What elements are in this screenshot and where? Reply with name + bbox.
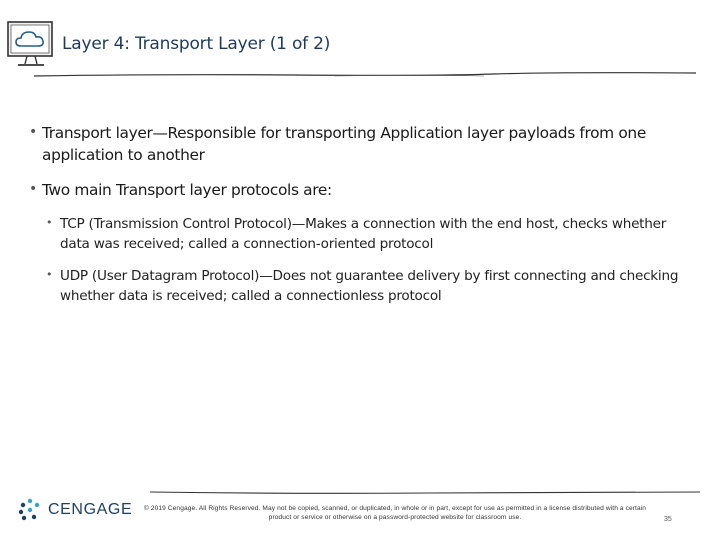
bullet-dot: •: [46, 216, 53, 229]
bullet-text: UDP (User Datagram Protocol)—Does not guarantee delivery by first connecting and checking whether data is received; called a connectionless protocol: [60, 268, 679, 304]
bullet-text: Two main Transport layer protocols are:: [42, 181, 332, 199]
bullet-dot: •: [29, 124, 37, 140]
bullet-dot: •: [29, 181, 37, 197]
header-divider: [34, 70, 696, 80]
cengage-logo: [18, 496, 132, 524]
cengage-logo-icon: [18, 498, 42, 522]
bullet-protocols: [26, 179, 696, 201]
slide-body: [26, 122, 696, 318]
bullet-dot: •: [46, 268, 53, 281]
monitor-cloud-icon: [6, 18, 58, 72]
bullet-transport-layer: [26, 122, 696, 166]
sub-bullet-udp: [43, 266, 696, 306]
copyright-notice: © 2019 Cengage. All Rights Reserved. May not be copied, scanned, or duplicated, in whole or in part, except for use as permitted in a license distributed with a certain product or service or otherwise on a password-protected website for classroom use.: [143, 505, 647, 521]
bullet-text: Transport layer—Responsible for transporting Application layer payloads from one application to another: [42, 124, 646, 164]
bullet-text: TCP (Transmission Control Protocol)—Makes a connection with the end host, checks whether data was received; called a connection-oriented protocol: [60, 216, 667, 252]
logo-text: CENGAGE: [48, 501, 133, 518]
sub-bullet-tcp: [43, 214, 696, 254]
slide-title: Layer 4: Transport Layer (1 of 2): [62, 34, 331, 54]
footer-divider: [150, 488, 700, 498]
page-number: 35: [664, 516, 672, 523]
